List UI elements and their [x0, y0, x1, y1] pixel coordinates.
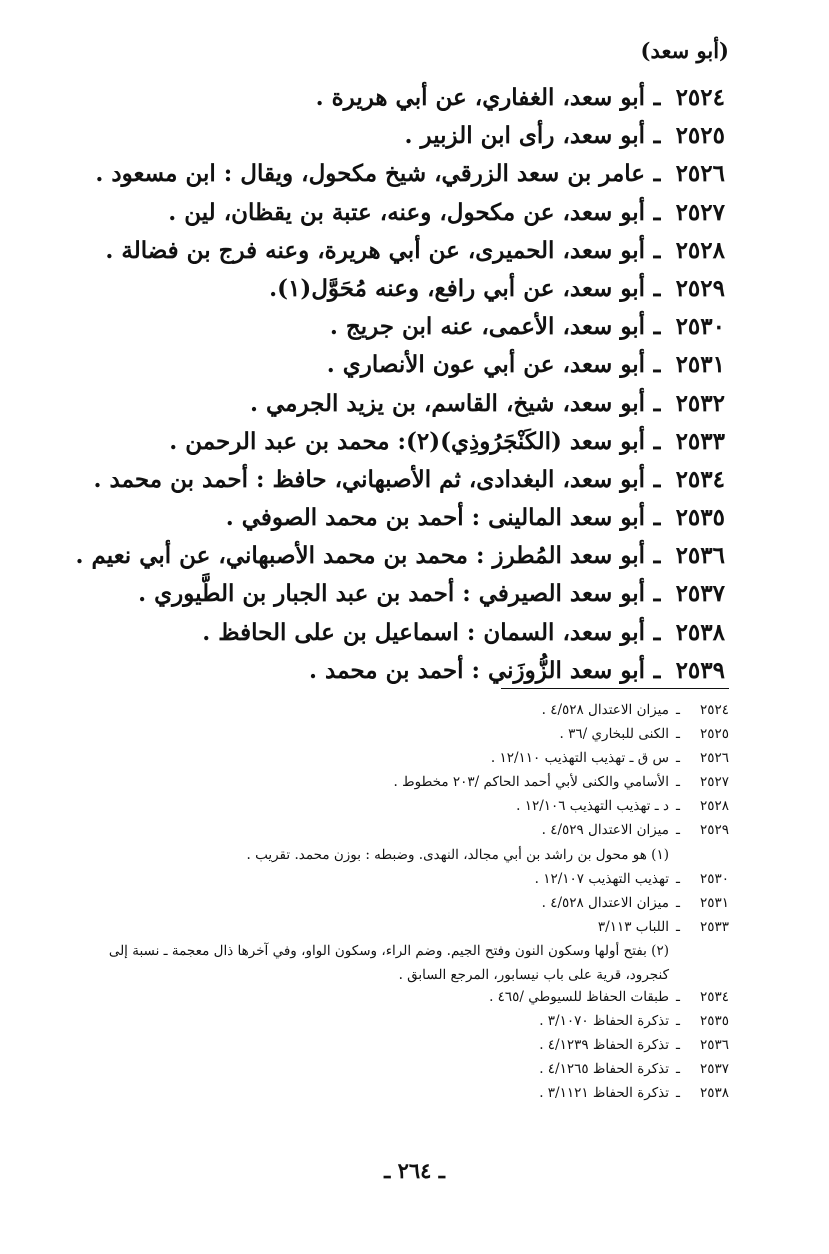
entry-dash: ـ	[653, 465, 661, 493]
entry-row	[35, 84, 725, 122]
entry-number: ٢٥٣١	[675, 351, 725, 379]
entry-dash: ـ	[653, 427, 661, 455]
reference-text: ميزان الاعتدال ٤/٥٢٨ .	[541, 894, 669, 911]
entry-dash: ـ	[653, 504, 661, 532]
reference-number: ٢٥٢٩	[699, 822, 729, 839]
entry-row	[35, 237, 725, 275]
reference-row	[0, 1013, 729, 1037]
reference-row	[0, 726, 729, 750]
reference-row	[0, 798, 729, 822]
reference-number: ٢٥٣٧	[699, 1061, 729, 1078]
reference-row	[0, 1085, 729, 1109]
entry-text: أبو سعد (الكَنْجَرُوذِي)(٢): محمد بن عبد الرحمن .	[169, 427, 645, 455]
entry-text: عامر بن سعد الزرقي، شيخ مكحول، ويقال : ابن مسعود .	[95, 160, 645, 188]
entry-text: أبو سعد، رأى ابن الزبير .	[404, 122, 645, 150]
entry-row	[35, 428, 725, 466]
reference-text: اللباب ٣/١١٣	[597, 918, 669, 935]
footnote-row	[0, 943, 729, 967]
entry-dash: ـ	[653, 84, 661, 111]
reference-row	[0, 774, 729, 798]
page-number: ـ ٢٦٤ ـ	[384, 1158, 445, 1183]
reference-number: ٢٥٢٥	[699, 726, 729, 743]
entry-text: أبو سعد الصيرفي : أحمد بن عبد الجبار بن الطَّيوري .	[138, 580, 645, 608]
entry-number: ٢٥٣٢	[675, 389, 725, 417]
entry-dash: ـ	[653, 274, 661, 302]
entry-number: ٢٥٣٤	[675, 465, 725, 493]
reference-number: ٢٥٢٨	[699, 798, 729, 815]
reference-dash: ـ	[676, 870, 680, 887]
entry-row	[35, 313, 725, 351]
reference-dash: ـ	[676, 750, 680, 767]
reference-row	[0, 989, 729, 1013]
entry-number: ٢٥٢٤	[675, 84, 725, 111]
entry-text: أبو سعد، الأعمى، عنه ابن جريج .	[329, 313, 645, 341]
entry-row	[35, 542, 725, 580]
reference-row	[0, 750, 729, 774]
reference-dash: ـ	[676, 774, 680, 791]
reference-text: طبقات الحفاظ للسيوطي /٤٦٥ .	[489, 989, 669, 1006]
entry-text: أبو سعد، شيخ، القاسم، بن يزيد الجرمي .	[249, 389, 645, 417]
reference-dash: ـ	[676, 702, 680, 718]
entry-row	[35, 275, 725, 313]
footnote-text: (١) هو محول بن راشد بن أبي مجالد، النهدى. وضبطه : بوزن محمد. تقريب .	[246, 846, 669, 863]
reference-dash: ـ	[676, 1013, 680, 1030]
reference-row	[0, 702, 729, 726]
entry-row	[35, 504, 725, 542]
entry-row	[35, 657, 725, 695]
reference-row	[0, 1037, 729, 1061]
entry-text: أبو سعد، عن أبي عون الأنصاري .	[326, 351, 645, 379]
reference-dash: ـ	[676, 1037, 680, 1054]
entry-number: ٢٥٢٥	[675, 122, 725, 150]
reference-text: تهذيب التهذيب ١٢/١٠٧ .	[534, 870, 669, 887]
entry-row	[35, 199, 725, 237]
entry-dash: ـ	[653, 580, 661, 608]
entry-row	[35, 122, 725, 160]
entry-number: ٢٥٢٧	[675, 198, 725, 226]
entry-number: ٢٥٣٨	[675, 618, 725, 646]
entry-text: أبو سعد، الغفاري، عن أبي هريرة .	[315, 84, 645, 111]
reference-row	[0, 822, 729, 846]
reference-dash: ـ	[676, 726, 680, 743]
reference-number: ٢٥٣٠	[699, 870, 729, 887]
reference-dash: ـ	[676, 894, 680, 911]
reference-number: ٢٥٣٣	[699, 918, 729, 935]
reference-dash: ـ	[676, 918, 680, 935]
reference-dash: ـ	[676, 798, 680, 815]
entry-number: ٢٥٢٨	[675, 236, 725, 264]
reference-number: ٢٥٢٦	[699, 750, 729, 767]
reference-text: تذكرة الحفاظ ٤/١٢٦٥ .	[539, 1061, 669, 1078]
entry-dash: ـ	[653, 389, 661, 417]
reference-text: الكنى للبخاري /٣٦ .	[559, 726, 669, 743]
entry-dash: ـ	[653, 313, 661, 341]
entry-dash: ـ	[653, 351, 661, 379]
entry-dash: ـ	[653, 542, 661, 570]
footnote-separator	[501, 688, 729, 689]
reference-row	[0, 895, 729, 919]
entry-text: أبو سعد، البغدادى، ثم الأصبهاني، حافظ : أحمد بن محمد .	[93, 465, 645, 493]
reference-text: ميزان الاعتدال ٤/٥٢٨ .	[541, 702, 669, 718]
entry-number: ٢٥٣٣	[675, 427, 725, 455]
entry-number: ٢٥٢٦	[675, 160, 725, 188]
reference-text: د ـ تهذيب التهذيب ١٢/١٠٦ .	[516, 798, 669, 815]
reference-text: تذكرة الحفاظ ٣/١٠٧٠ .	[539, 1013, 669, 1030]
entry-text: أبو سعد المُطرز : محمد بن محمد الأصبهاني، عن أبي نعيم .	[75, 542, 645, 570]
reference-text: ميزان الاعتدال ٤/٥٢٩ .	[541, 822, 669, 839]
reference-dash: ـ	[676, 989, 680, 1006]
entry-dash: ـ	[653, 160, 661, 188]
entry-row	[35, 580, 725, 618]
reference-number: ٢٥٣١	[699, 894, 729, 911]
reference-number: ٢٥٣٤	[699, 989, 729, 1006]
entry-text: أبو سعد، الحميرى، عن أبي هريرة، وعنه فرج بن فضالة .	[105, 236, 645, 264]
footnote-row	[0, 847, 729, 871]
entry-dash: ـ	[653, 656, 661, 684]
reference-row	[0, 1061, 729, 1085]
reference-number: ٢٥٣٨	[699, 1085, 729, 1102]
entry-text: أبو سعد، عن مكحول، وعنه، عتبة بن يقظان، لين .	[168, 198, 645, 226]
reference-number: ٢٥٣٦	[699, 1037, 729, 1054]
reference-number: ٢٥٢٧	[699, 774, 729, 791]
reference-row	[0, 919, 729, 943]
entry-number: ٢٥٣٩	[675, 656, 725, 684]
entry-row	[35, 466, 725, 504]
footnote-row	[0, 967, 729, 989]
entry-row	[35, 619, 725, 657]
reference-dash: ـ	[676, 1085, 680, 1102]
entry-dash: ـ	[653, 198, 661, 226]
footnote-text: كنجرود، قرية على باب نيسابور، المرجع السابق .	[398, 967, 669, 984]
entry-dash: ـ	[653, 236, 661, 264]
entry-number: ٢٥٣٦	[675, 542, 725, 570]
reference-text: الأسامي والكنى لأبي أحمد الحاكم /٢٠٣ مخطوط .	[393, 774, 669, 791]
entry-text: أبو سعد، السمان : اسماعيل بن على الحافظ .	[202, 618, 645, 646]
reference-text: س ق ـ تهذيب التهذيب ١٢/١١٠ .	[490, 750, 669, 767]
reference-dash: ـ	[676, 822, 680, 839]
entry-text: أبو سعد المالينى : أحمد بن محمد الصوفي .	[225, 504, 645, 532]
entry-number: ٢٥٣٧	[675, 580, 725, 608]
entry-number: ٢٥٣٥	[675, 504, 725, 532]
reference-row	[0, 871, 729, 895]
entries-list	[35, 84, 725, 695]
entry-dash: ـ	[653, 122, 661, 150]
running-header: (أبو سعد)	[640, 38, 729, 63]
entry-text: أبو سعد الزُّوزَني : أحمد بن محمد .	[309, 656, 645, 684]
reference-dash: ـ	[676, 1061, 680, 1078]
reference-number: ٢٥٣٥	[699, 1013, 729, 1030]
reference-text: تذكرة الحفاظ ٤/١٢٣٩ .	[539, 1037, 669, 1054]
entry-number: ٢٥٣٠	[675, 313, 725, 341]
entry-dash: ـ	[653, 618, 661, 646]
reference-text: تذكرة الحفاظ ٣/١١٢١ .	[539, 1085, 669, 1102]
footnote-text: (٢) بفتح أولها وسكون النون وفتح الجيم. وضم الراء، وسكون الواو، وفي آخرها ذال معجمة ـ نسبة إلى	[108, 942, 669, 959]
entry-text: أبو سعد، عن أبي رافع، وعنه مُحَوَّل(١).	[269, 274, 645, 302]
entry-row	[35, 160, 725, 198]
entry-row	[35, 390, 725, 428]
footnotes-list	[0, 702, 729, 1110]
reference-number: ٢٥٢٤	[699, 702, 729, 718]
entry-number: ٢٥٢٩	[675, 274, 725, 302]
entry-row	[35, 351, 725, 389]
